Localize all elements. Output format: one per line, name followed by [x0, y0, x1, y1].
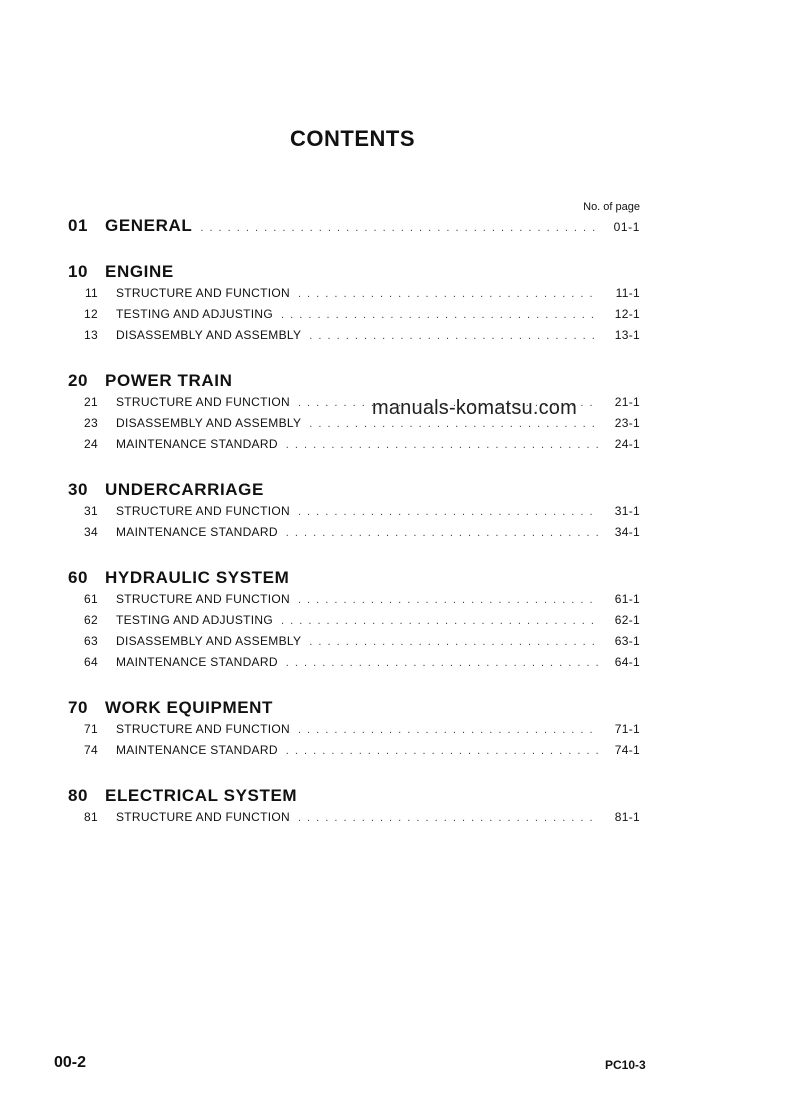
entry-title: STRUCTURE AND FUNCTION: [116, 722, 290, 736]
entry-number: 71: [84, 722, 98, 736]
toc-entry[interactable]: [68, 525, 640, 546]
entry-title: DISASSEMBLY AND ASSEMBLY: [116, 416, 302, 430]
page-title: CONTENTS: [290, 126, 415, 151]
toc-section: [68, 786, 640, 831]
toc-entry[interactable]: [68, 307, 640, 328]
section-number: 20: [68, 371, 89, 390]
dot-leader: [286, 439, 598, 451]
dot-leader: [281, 615, 598, 627]
entry-number: 62: [84, 613, 98, 627]
toc-section: [68, 698, 640, 764]
entry-title: TESTING AND ADJUSTING: [116, 613, 273, 627]
entry-page-number: 12-1: [614, 307, 640, 321]
section-title: POWER TRAIN: [105, 371, 233, 390]
toc-entry[interactable]: [68, 634, 640, 655]
footer-page-number: 00-2: [54, 1054, 87, 1071]
entry-number: 61: [84, 592, 98, 606]
section-number: 01: [68, 216, 89, 235]
entry-number: 64: [84, 655, 98, 669]
entry-number: 13: [84, 328, 98, 342]
entry-number: 21: [84, 395, 98, 409]
entry-page-number: 13-1: [614, 328, 640, 342]
entry-page-number: 63-1: [614, 634, 640, 648]
entry-page-number: 23-1: [614, 416, 640, 430]
dot-leader: [309, 636, 598, 648]
entry-page-number: 31-1: [614, 504, 640, 518]
entry-number: 74: [84, 743, 98, 757]
dot-leader: [200, 222, 598, 234]
toc-section: [68, 262, 640, 349]
section-title: GENERAL: [105, 216, 193, 235]
section-title: WORK EQUIPMENT: [105, 698, 274, 717]
section-title: ENGINE: [105, 262, 174, 281]
section-heading[interactable]: [68, 786, 640, 810]
entry-number: 81: [84, 810, 98, 824]
toc-entry[interactable]: [68, 592, 640, 613]
entry-page-number: 34-1: [614, 525, 640, 539]
toc-entry[interactable]: [68, 504, 640, 525]
entry-page-number: 61-1: [614, 592, 640, 606]
section-page-number: 01-1: [613, 220, 640, 234]
entry-page-number: 21-1: [614, 395, 640, 409]
toc-section: [68, 216, 640, 240]
entry-title: DISASSEMBLY AND ASSEMBLY: [116, 328, 302, 342]
entry-number: 63: [84, 634, 98, 648]
section-heading[interactable]: [68, 216, 640, 240]
dot-leader: [309, 330, 598, 342]
section-number: 70: [68, 698, 89, 717]
entry-page-number: 81-1: [614, 810, 640, 824]
section-title: HYDRAULIC SYSTEM: [105, 568, 290, 587]
toc-entry[interactable]: [68, 286, 640, 307]
section-heading[interactable]: [68, 262, 640, 286]
section-title: ELECTRICAL SYSTEM: [105, 786, 298, 805]
entry-number: 24: [84, 437, 98, 451]
toc-entry[interactable]: [68, 743, 640, 764]
entry-title: STRUCTURE AND FUNCTION: [116, 286, 290, 300]
page-column-header: No. of page: [583, 201, 640, 213]
entry-title: STRUCTURE AND FUNCTION: [116, 395, 290, 409]
section-number: 60: [68, 568, 89, 587]
section-number: 10: [68, 262, 89, 281]
section-number: 80: [68, 786, 89, 805]
entry-title: MAINTENANCE STANDARD: [116, 437, 278, 451]
entry-title: MAINTENANCE STANDARD: [116, 525, 278, 539]
section-number: 30: [68, 480, 89, 499]
entry-page-number: 24-1: [614, 437, 640, 451]
toc-entry[interactable]: [68, 328, 640, 349]
toc-entry[interactable]: [68, 810, 640, 831]
section-heading[interactable]: [68, 480, 640, 504]
entry-page-number: 11-1: [615, 286, 640, 300]
entry-page-number: 74-1: [614, 743, 640, 757]
section-title: UNDERCARRIAGE: [105, 480, 264, 499]
toc-entry[interactable]: [68, 437, 640, 458]
entry-title: STRUCTURE AND FUNCTION: [116, 592, 290, 606]
dot-leader: [298, 812, 598, 824]
dot-leader: [286, 657, 598, 669]
entry-title: MAINTENANCE STANDARD: [116, 743, 278, 757]
toc-section: [68, 568, 640, 676]
footer-model: PC10-3: [605, 1058, 646, 1072]
toc-entry[interactable]: [68, 722, 640, 743]
entry-title: STRUCTURE AND FUNCTION: [116, 504, 290, 518]
entry-title: DISASSEMBLY AND ASSEMBLY: [116, 634, 302, 648]
toc-entry[interactable]: [68, 655, 640, 676]
entry-title: STRUCTURE AND FUNCTION: [116, 810, 290, 824]
entry-page-number: 62-1: [614, 613, 640, 627]
entry-title: MAINTENANCE STANDARD: [116, 655, 278, 669]
entry-number: 23: [84, 416, 98, 430]
section-heading[interactable]: [68, 698, 640, 722]
dot-leader: [298, 506, 598, 518]
entry-page-number: 64-1: [614, 655, 640, 669]
entry-number: 12: [84, 307, 98, 321]
entry-title: TESTING AND ADJUSTING: [116, 307, 273, 321]
dot-leader: [298, 288, 598, 300]
toc-section: [68, 480, 640, 546]
entry-number: 11: [84, 286, 98, 300]
entry-number: 34: [84, 525, 98, 539]
entry-number: 31: [84, 504, 98, 518]
section-heading[interactable]: [68, 371, 640, 395]
watermark: manuals-komatsu.com: [372, 397, 577, 419]
dot-leader: [286, 745, 598, 757]
dot-leader: [298, 724, 598, 736]
entry-page-number: 71-1: [614, 722, 640, 736]
section-heading[interactable]: [68, 568, 640, 592]
dot-leader: [286, 527, 598, 539]
dot-leader: [281, 309, 598, 321]
toc-entry[interactable]: [68, 613, 640, 634]
dot-leader: [298, 594, 598, 606]
table-of-contents: [68, 216, 640, 853]
